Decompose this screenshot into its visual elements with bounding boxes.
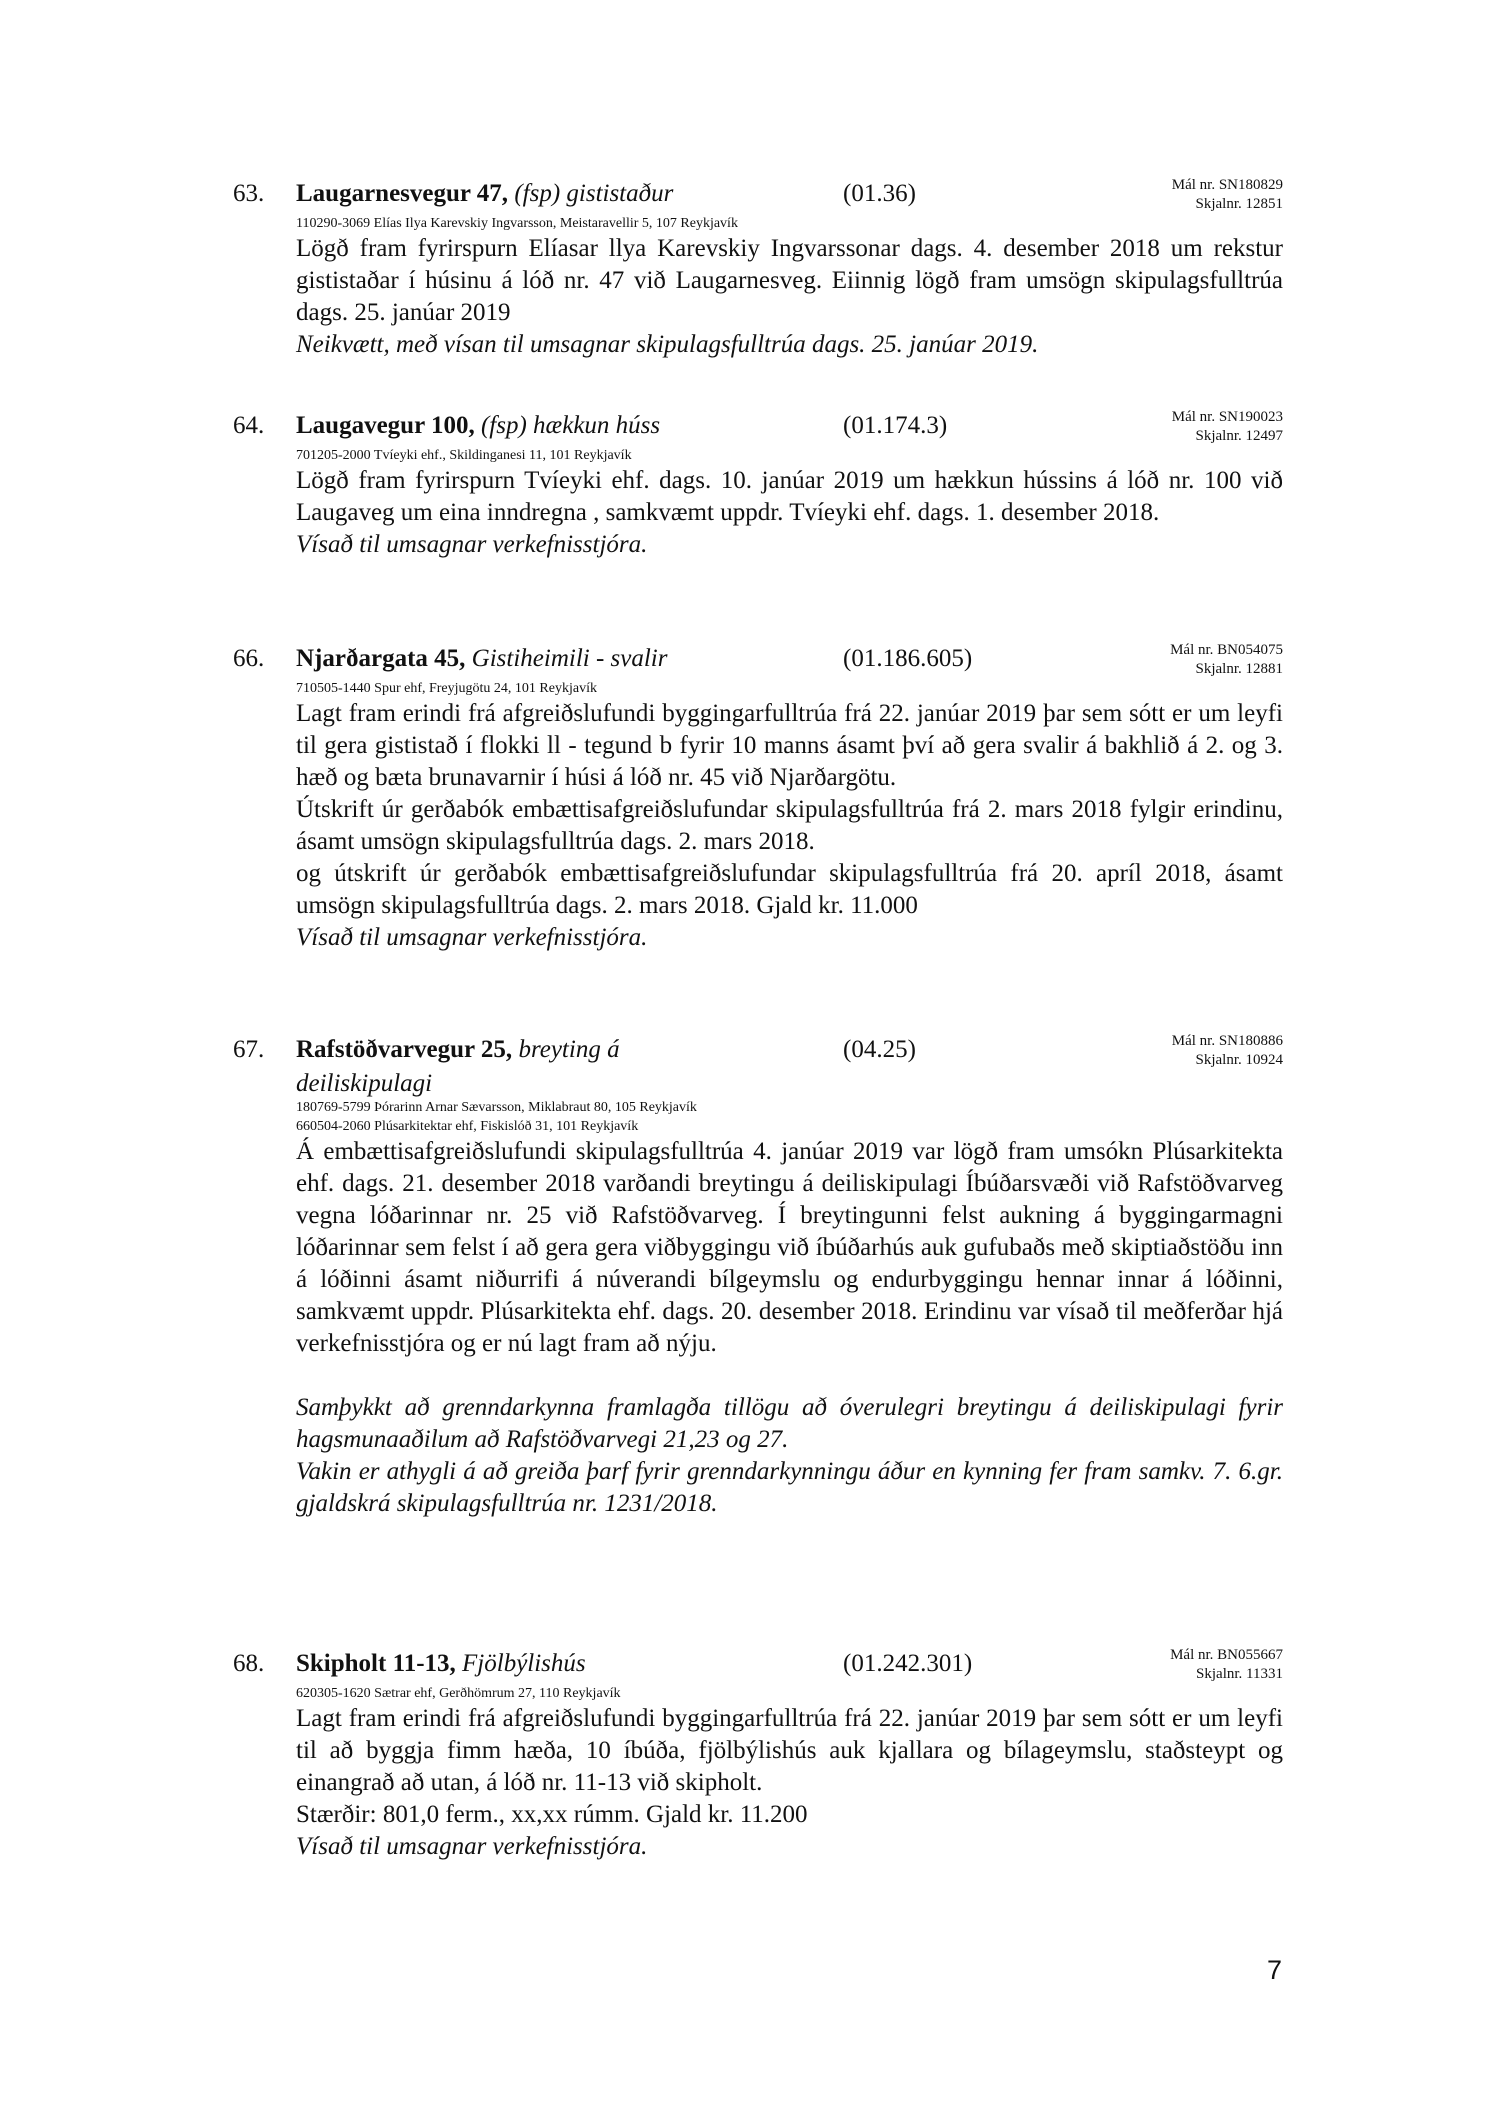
item-conclusion: Vísað til umsagnar verkefnisstjóra. bbox=[296, 1833, 648, 1860]
item-code: (01.242.301) bbox=[843, 1650, 973, 1677]
applicant: 180769-5799 Þórarinn Arnar Sævarsson, Miklabraut 80, 105 Reykjavík bbox=[296, 1100, 697, 1115]
agenda-item-68 bbox=[233, 1647, 1283, 1863]
mal-number: Mál nr. SN180829 bbox=[1171, 177, 1283, 193]
item-body: Lögð fram fyrirspurn Elíasar llya Karevskiy Ingvarssonar dags. 4. desember 2018 um rekstur gististaðar í húsinu á lóð nr. 47 við Laugarnesveg. Eiinnig lögð fram umsögn skipulagsfulltrúa dags. 25. janúar 2019 bbox=[296, 235, 1283, 326]
item-conclusion: Neikvætt, með vísan til umsagnar skipulagsfulltrúa dags. 25. janúar 2019. bbox=[296, 331, 1039, 358]
item-code: (01.174.3) bbox=[843, 412, 948, 439]
item-meta bbox=[1170, 641, 1283, 679]
agenda-item-67 bbox=[233, 1033, 1283, 1520]
item-street: Skipholt 11-13, bbox=[296, 1650, 456, 1677]
item-conclusion: Vísað til umsagnar verkefnisstjóra. bbox=[296, 924, 648, 951]
item-subject: (fsp) hækkun húss bbox=[480, 412, 661, 439]
skjal-number: Skjalnr. 10924 bbox=[1195, 1052, 1283, 1068]
item-conclusion: Samþykkt að grenndarkynna framlagða tillögu að óverulegri breytingu á deiliskipulagi fyrir hagsmunaaðilum að Rafstöðvarvegi 21,23 og 27. bbox=[296, 1394, 1283, 1453]
skjal-number: Skjalnr. 11331 bbox=[1196, 1666, 1283, 1682]
agenda-item-64 bbox=[233, 409, 1283, 561]
item-title bbox=[296, 645, 667, 673]
item-meta bbox=[1172, 176, 1283, 214]
item-code: (01.186.605) bbox=[843, 645, 973, 672]
applicant: 701205-2000 Tvíeyki ehf., Skildinganesi 11, 101 Reykjavík bbox=[296, 448, 632, 463]
item-street: Njarðargata 45, bbox=[296, 645, 466, 672]
item-subject-continued: deiliskipulagi bbox=[296, 1070, 433, 1097]
item-meta bbox=[1170, 1646, 1283, 1684]
applicant: 620305-1620 Sætrar ehf, Gerðhömrum 27, 110 Reykjavík bbox=[296, 1686, 621, 1701]
item-subject: Fjölbýlishús bbox=[462, 1650, 586, 1677]
item-code: (01.36) bbox=[843, 180, 916, 207]
item-title bbox=[296, 1036, 620, 1064]
item-title bbox=[296, 1650, 586, 1678]
item-meta bbox=[1172, 1032, 1283, 1070]
item-title bbox=[296, 412, 660, 440]
paragraph-gap bbox=[233, 1360, 1283, 1392]
page-number: 7 bbox=[1266, 1955, 1282, 1985]
item-number: 66. bbox=[233, 645, 265, 672]
item-body: Á embættisafgreiðslufundi skipulagsfulltrúa 4. janúar 2019 var lögð fram umsókn Plúsarkitekta ehf. dags. 21. desember 2018 varðandi breytingu á deiliskipulagi Íbúðarsvæði við Rafstöðvarveg vegna lóðarinnar nr. 25 við Rafstöðvarveg. Í breytingunni felst aukning á byggingarmagni lóðarinnar sem felst í að gera gera viðbyggingu við íbúðarhús auk gufubaðs með skiptiaðstöðu inn á lóðinni ásamt niðurrifi á núverandi bílgeymslu og endurbyggingu hennar innar á lóðinni, samkvæmt uppdr. Plúsarkitekta ehf. dags. 20. desember 2018. Erindinu var vísað til meðferðar hjá verkefnisstjóra og er nú lagt fram að nýju. bbox=[296, 1138, 1283, 1357]
agenda-item-66 bbox=[233, 642, 1283, 954]
item-subject: Gistiheimili - svalir bbox=[471, 645, 668, 672]
item-title bbox=[296, 180, 673, 208]
applicant: 660504-2060 Plúsarkitektar ehf, Fiskislóð 31, 101 Reykjavík bbox=[296, 1119, 639, 1134]
item-conclusion-note: Vakin er athygli á að greiða þarf fyrir grenndarkynningu áður en kynning fer fram samkv. 7. 6.gr. gjaldskrá skipulagsfulltrúa nr. 1231/2018. bbox=[296, 1458, 1283, 1517]
applicant: 710505-1440 Spur ehf, Freyjugötu 24, 101 Reykjavík bbox=[296, 681, 597, 696]
item-body-para: Lagt fram erindi frá afgreiðslufundi byggingarfulltrúa frá 22. janúar 2019 þar sem sótt er um leyfi til gera gististað í flokki ll - tegund b fyrir 10 manns ásamt því að gera svalir á bakhlið á 2. og 3. hæð og bæta brunavarnir í húsi á lóð nr. 45 við Njarðargötu. bbox=[296, 700, 1283, 791]
item-subject: breyting á bbox=[518, 1036, 620, 1063]
item-meta bbox=[1172, 408, 1283, 446]
skjal-number: Skjalnr. 12881 bbox=[1195, 661, 1283, 677]
item-subject: (fsp) gististaður bbox=[514, 180, 674, 207]
item-number: 67. bbox=[233, 1036, 265, 1063]
item-street: Laugavegur 100, bbox=[296, 412, 475, 439]
mal-number: Mál nr. SN180886 bbox=[1171, 1033, 1283, 1049]
agenda-item-63 bbox=[233, 177, 1283, 361]
item-street: Rafstöðvarvegur 25, bbox=[296, 1036, 513, 1063]
applicant: 110290-3069 Elías Ilya Karevskiy Ingvarsson, Meistaravellir 5, 107 Reykjavík bbox=[296, 216, 738, 231]
item-body-para: Lagt fram erindi frá afgreiðslufundi byggingarfulltrúa frá 22. janúar 2019 þar sem sótt er um leyfi til að byggja fimm hæða, 10 íbúða, fjölbýlishús auk kjallara og bílageymslu, staðsteypt og einangrað að utan, á lóð nr. 11-13 við skipholt. bbox=[296, 1705, 1283, 1796]
item-body-para: Stærðir: 801,0 ferm., xx,xx rúmm. Gjald kr. 11.200 bbox=[296, 1801, 808, 1828]
item-number: 64. bbox=[233, 412, 265, 439]
item-body: Lögð fram fyrirspurn Tvíeyki ehf. dags. 10. janúar 2019 um hækkun hússins á lóð nr. 100 við Laugaveg um eina inndregna , samkvæmt uppdr. Tvíeyki ehf. dags. 1. desember 2018. bbox=[296, 467, 1283, 526]
item-conclusion: Vísað til umsagnar verkefnisstjóra. bbox=[296, 531, 648, 558]
skjal-number: Skjalnr. 12851 bbox=[1195, 196, 1283, 212]
item-body-para: Útskrift úr gerðabók embættisafgreiðslufundar skipulagsfulltrúa frá 2. mars 2018 fylgir erindinu, ásamt umsögn skipulagsfulltrúa dags. 2. mars 2018. bbox=[296, 796, 1283, 855]
item-code: (04.25) bbox=[843, 1036, 916, 1063]
mal-number: Mál nr. BN054075 bbox=[1170, 642, 1283, 658]
mal-number: Mál nr. SN190023 bbox=[1171, 409, 1283, 425]
skjal-number: Skjalnr. 12497 bbox=[1195, 428, 1283, 444]
item-number: 68. bbox=[233, 1650, 265, 1677]
item-body-para: og útskrift úr gerðabók embættisafgreiðslufundar skipulagsfulltrúa frá 20. apríl 2018, ásamt umsögn skipulagsfulltrúa dags. 2. mars 2018. Gjald kr. 11.000 bbox=[296, 860, 1283, 919]
item-number: 63. bbox=[233, 180, 265, 207]
mal-number: Mál nr. BN055667 bbox=[1170, 1647, 1283, 1663]
item-street: Laugarnesvegur 47, bbox=[296, 180, 509, 207]
